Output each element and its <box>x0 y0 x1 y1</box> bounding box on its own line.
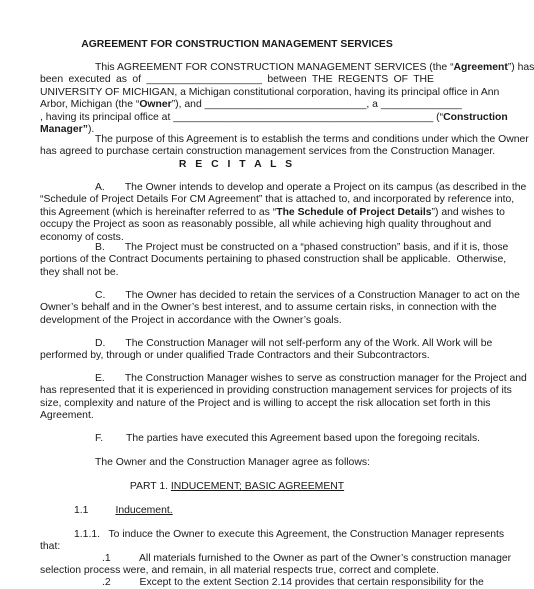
item-1 <box>40 553 512 578</box>
recital-b <box>40 242 509 279</box>
intro-line-1: This AGREEMENT FOR CONSTRUCTION MANAGEMENT SERVICES (the “Agreement”) has <box>95 62 534 73</box>
item-1-line-1: .1 All materials furnished to the Owner as part of the Owner’s construction manager <box>102 553 512 564</box>
agreement-title: AGREEMENT FOR CONSTRUCTION MANAGEMENT SERVICES <box>81 39 393 50</box>
recital-b-line-2: portions of the Contract Documents pertaining to phased construction shall be applicable. Otherwise, <box>40 254 507 266</box>
item-1-line-2: selection process were, and remain, in all material respects true, correct and complete. <box>40 565 440 577</box>
intro-paragraph <box>40 62 534 136</box>
section-1-1-heading: 1.1 Inducement. <box>74 505 173 516</box>
purpose-paragraph <box>40 134 529 159</box>
part-1-heading: PART 1. INDUCEMENT; BASIC AGREEMENT <box>129 481 345 492</box>
item-2-line-1: .2 Except to the extent Section 2.14 provides that certain responsibility for the <box>102 577 484 588</box>
section-1-1-1 <box>40 529 505 554</box>
recital-e-line-2: has represented that it is experienced in providing construction management services for projects of its <box>40 385 512 397</box>
recital-b-line-3: they shall not be. <box>40 266 119 278</box>
intro-line-3: UNIVERSITY OF MICHIGAN, a Michigan constitutional corporation, having its principal office in Ann <box>40 86 500 98</box>
recital-c-line-1: C. The Owner has decided to retain the services of a Construction Manager to act on the <box>95 290 520 301</box>
purpose-line-2: has agreed to purchase certain construction management services from the Construction Manager. <box>40 146 496 158</box>
recital-d <box>40 338 493 363</box>
recital-a-line-3: this Agreement (which is hereinafter referred to as “The Schedule of Project Details”) and wishes to <box>40 206 505 218</box>
section-1-1-1-line-2: that: <box>40 541 61 553</box>
recital-e-line-1: E. The Construction Manager wishes to serve as construction manager for the Project and <box>95 373 527 384</box>
recital-e <box>40 373 527 423</box>
recital-c <box>40 290 520 327</box>
recitals-heading: R E C I T A L S <box>178 159 296 170</box>
item-2 <box>40 577 484 589</box>
recital-e-line-4: Agreement. <box>40 410 94 422</box>
intro-line-4: Arbor, Michigan (the “Owner”), and ____________________________, a ______________ <box>40 99 462 111</box>
recital-a-line-5: economy of costs. <box>40 231 124 243</box>
intro-line-6: Manager”). <box>40 124 95 136</box>
intro-line-5: , having its principal office at _____________________________________________ (“Construction <box>40 111 508 123</box>
agree-paragraph <box>40 457 434 469</box>
recital-f-line: F. The parties have executed this Agreement based upon the foregoing recitals. <box>95 433 481 444</box>
recital-c-line-2: Owner’s behalf and in the Owner’s best interest, and to assume certain risks, in connection with the <box>40 302 497 314</box>
recital-c-line-3: development of the Project in accordance with the Owner’s goals. <box>40 314 342 326</box>
recital-a-line-2: “Schedule of Project Details For CM Agreement” that is attached to, and incorporated by reference into, <box>40 194 515 206</box>
recital-a <box>40 182 527 244</box>
recital-d-line-2: performed by, through or under qualified Trade Contractors and their Subcontractors. <box>40 350 430 362</box>
recital-e-line-3: size, complexity and nature of the Project and is willing to accept the risk allocation set forth in this <box>40 397 491 409</box>
purpose-line-1: The purpose of this Agreement is to establish the terms and conditions under which the Owner <box>95 134 529 145</box>
agree-line: The Owner and the Construction Manager agree as follows: <box>95 457 370 468</box>
recital-d-line-1: D. The Construction Manager will not self-perform any of the Work. All Work will be <box>95 338 493 349</box>
intro-line-2: been executed as of ____________________ between THE REGENTS OF THE <box>40 74 434 86</box>
section-1-1-1-line-1: 1.1.1. To induce the Owner to execute this Agreement, the Construction Manager represents <box>74 529 505 540</box>
recital-a-line-4: occupy the Project as soon as reasonably possible, all while achieving high quality throughout and <box>40 219 492 231</box>
recital-a-line-1: A. The Owner intends to develop and operate a Project on its campus (as described in the <box>95 182 527 193</box>
recital-b-line-1: B. The Project must be constructed on a “phased construction” basis, and if it is, those <box>95 242 509 253</box>
recital-f <box>40 433 481 445</box>
